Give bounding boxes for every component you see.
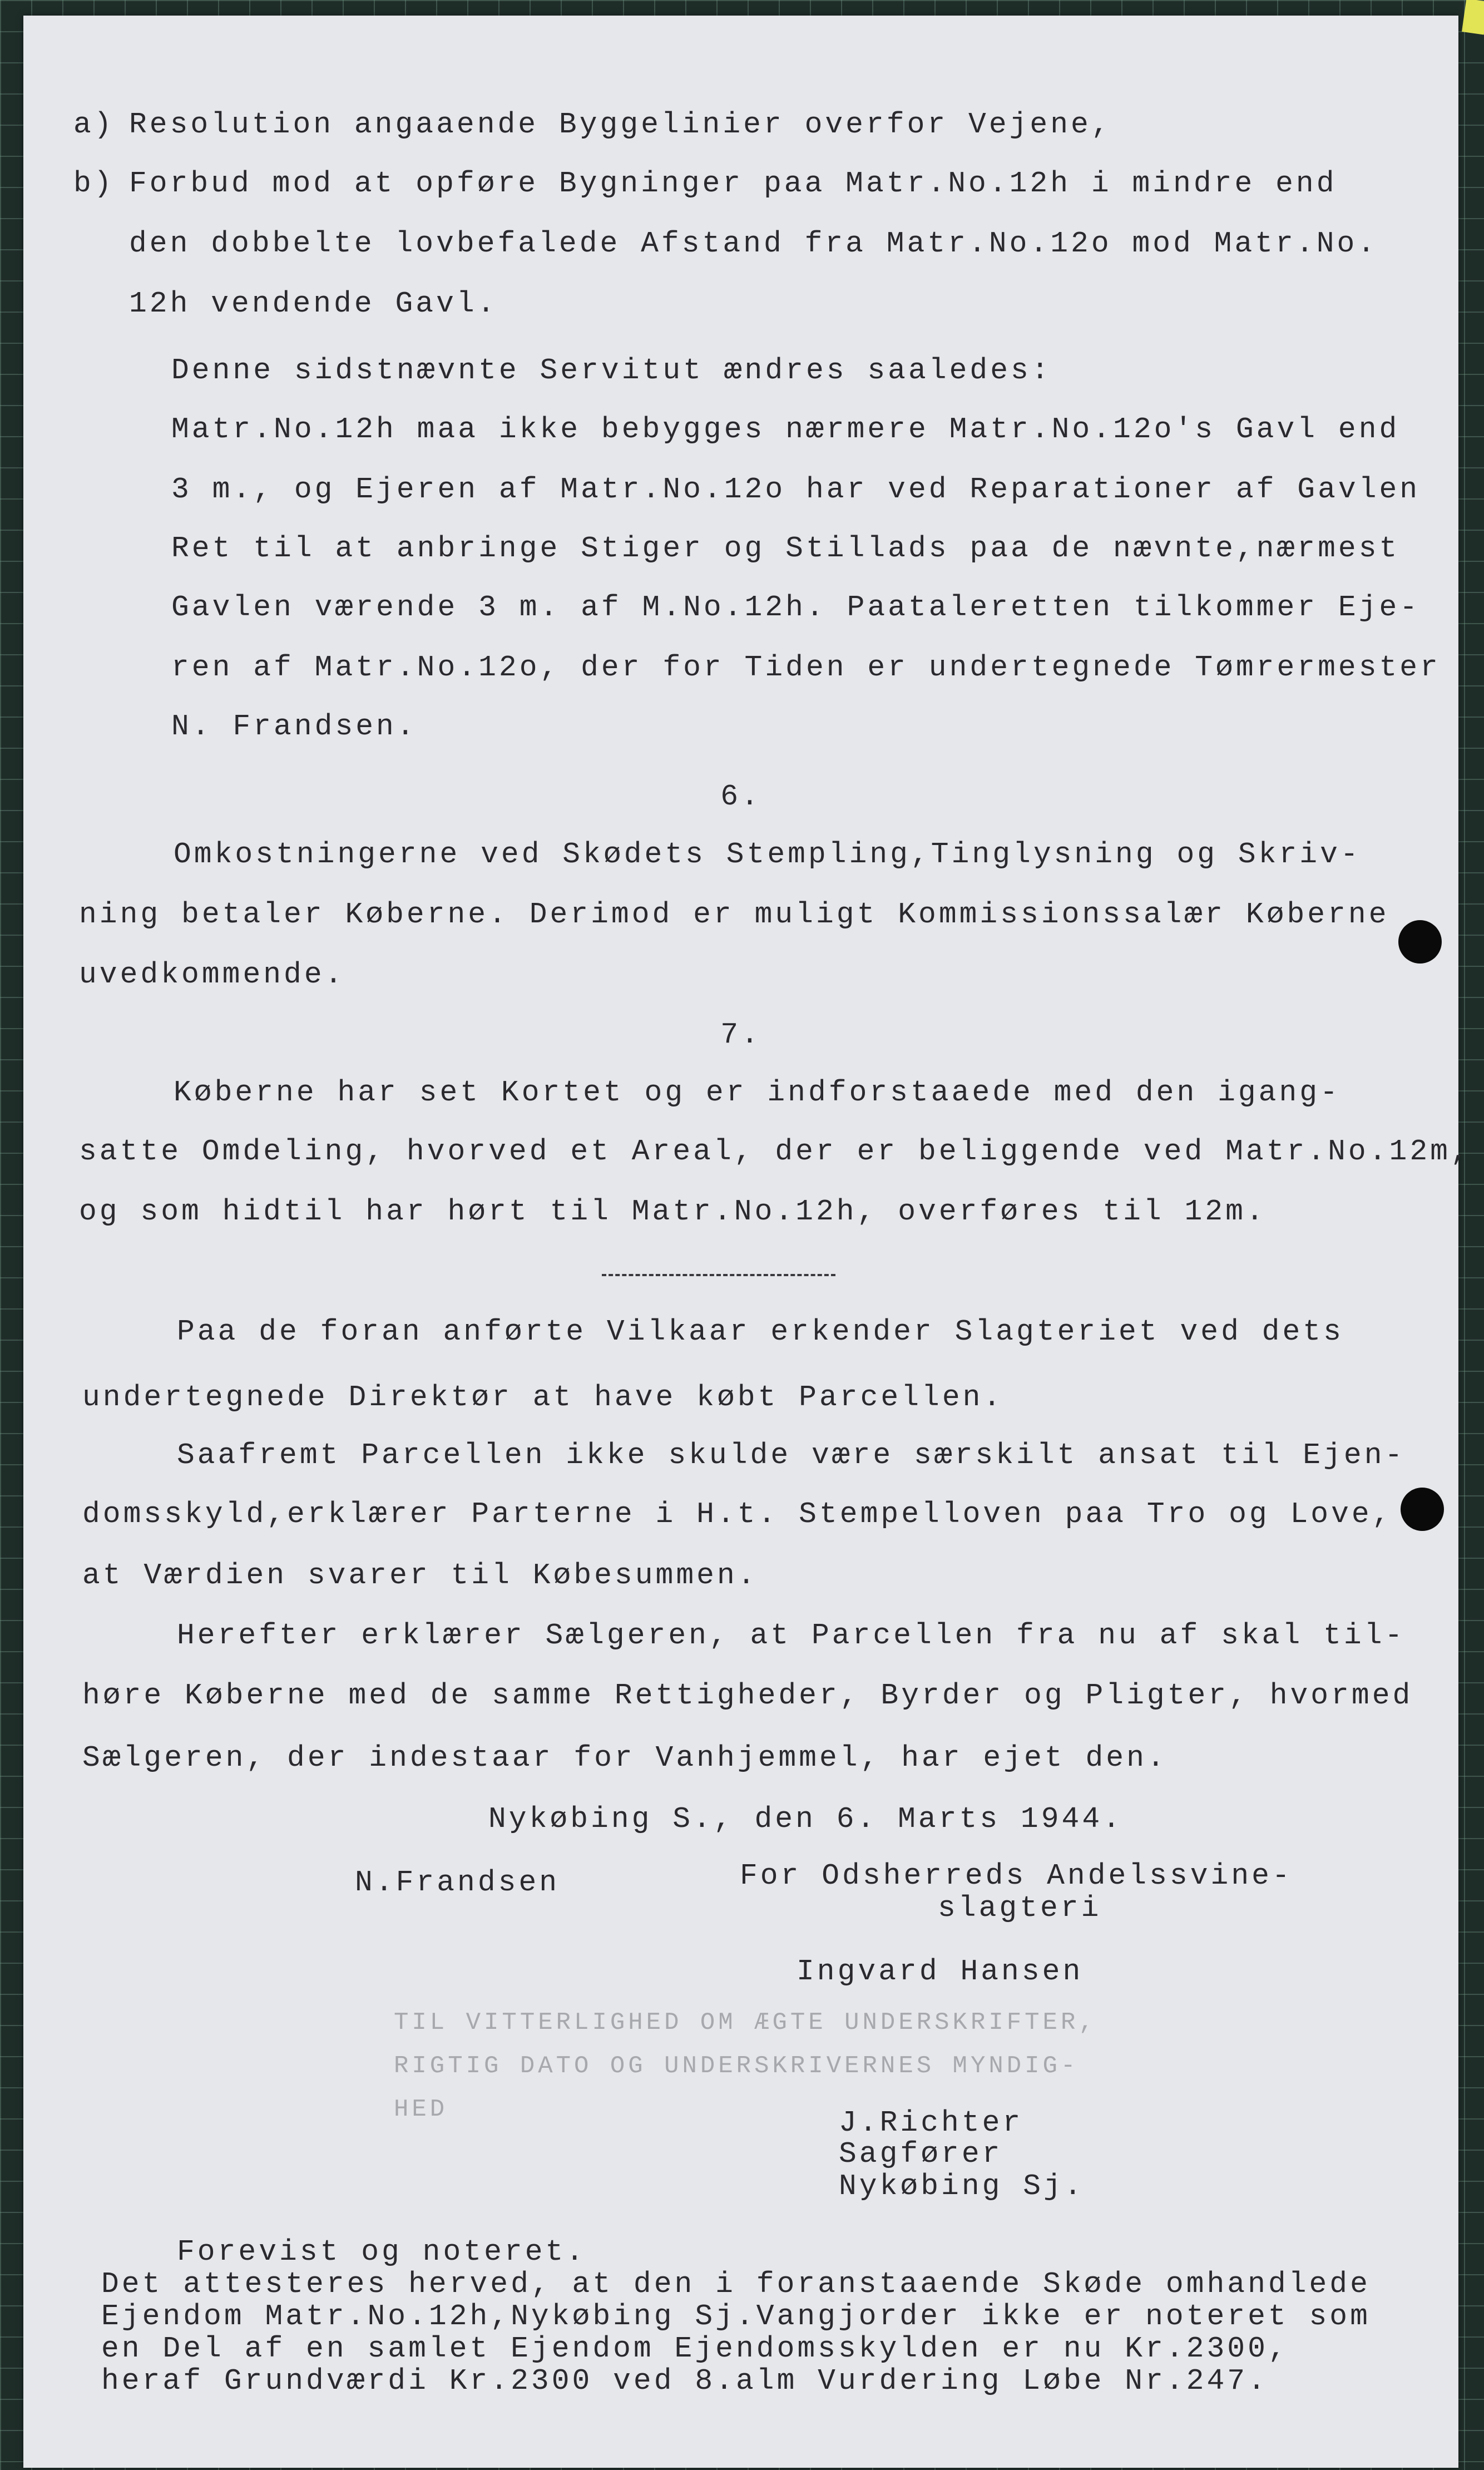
closing-line-8: Sælgeren, der indestaar for Vanhjemmel, har ejet den.: [82, 1741, 1168, 1775]
witness-stamp-line-2: RIGTIG DATO OG UNDERSKRIVERNES MYNDIG-: [394, 2052, 1079, 2080]
punch-hole-top: [1398, 920, 1442, 964]
witness-stamp-line-3: HED: [394, 2096, 448, 2123]
closing-line-4: domsskyld,erklærer Parterne i H.t. Stempelloven paa Tro og Love,: [82, 1498, 1393, 1531]
buyer-org-line-1: For Odsherreds Andelssvine-: [740, 1859, 1293, 1893]
servitut-line-3: 3 m., og Ejeren af Matr.No.12o har ved Reparationer af Gavlen: [171, 473, 1421, 506]
attester-title: Sagfører: [839, 2137, 1003, 2171]
note-line-2: Det attesteres herved, at den i foranstaaende Skøde omhandlede: [101, 2268, 1371, 2301]
punch-hole-bottom: [1401, 1488, 1444, 1531]
servitut-line-1: Denne sidstnævnte Servitut ændres saaledes:: [171, 354, 1052, 387]
item-a-text: Resolution angaaende Byggelinier overfor Vejene,: [129, 108, 1112, 141]
section-6-line-1: Omkostningerne ved Skødets Stempling,Tinglysning og Skriv-: [174, 838, 1361, 871]
item-b-line-1: Forbud mod at opføre Bygninger paa Matr.No.12h i mindre end: [129, 167, 1337, 200]
closing-line-5: at Værdien svarer til Købesummen.: [82, 1559, 758, 1592]
item-a-marker: a): [73, 108, 115, 141]
closing-line-3: Saafremt Parcellen ikke skulde være særskilt ansat til Ejen-: [177, 1439, 1406, 1472]
section-7-line-3: og som hidtil har hørt til Matr.No.12h, overføres til 12m.: [79, 1195, 1267, 1228]
note-line-4: en Del af en samlet Ejendom Ejendomsskylden er nu Kr.2300,: [101, 2332, 1289, 2365]
dashed-divider: [602, 1274, 835, 1276]
place-date: Nykøbing S., den 6. Marts 1944.: [488, 1802, 1123, 1836]
note-line-1: Forevist og noteret.: [177, 2235, 587, 2269]
attester-place: Nykøbing Sj.: [839, 2170, 1085, 2203]
note-line-3: Ejendom Matr.No.12h,Nykøbing Sj.Vangjorder ikke er noteret som: [101, 2300, 1371, 2333]
closing-line-1: Paa de foran anførte Vilkaar erkender Slagteriet ved dets: [177, 1315, 1344, 1348]
servitut-line-4: Ret til at anbringe Stiger og Stillads paa de nævnte,nærmest: [171, 532, 1400, 565]
closing-line-2: undertegnede Direktør at have købt Parcellen.: [82, 1381, 1004, 1414]
servitut-line-6: ren af Matr.No.12o, der for Tiden er undertegnede Tømrermester: [171, 651, 1441, 684]
section-6-number: 6.: [720, 780, 761, 813]
closing-line-7: høre Køberne med de samme Rettigheder, Byrder og Pligter, hvormed: [82, 1679, 1413, 1712]
item-b-marker: b): [73, 167, 115, 200]
buyer-org-line-2: slagteri: [938, 1891, 1102, 1925]
item-b-line-3: 12h vendende Gavl.: [129, 287, 498, 320]
document-page: [23, 16, 1471, 2468]
section-7-number: 7.: [720, 1018, 761, 1051]
servitut-line-5: Gavlen værende 3 m. af M.No.12h. Paataleretten tilkommer Eje-: [171, 591, 1421, 624]
note-line-5: heraf Grundværdi Kr.2300 ved 8.alm Vurdering Løbe Nr.247.: [101, 2364, 1268, 2398]
section-6-line-3: uvedkommende.: [79, 958, 345, 991]
servitut-line-7: N. Frandsen.: [171, 710, 417, 743]
seller-name: N.Frandsen: [355, 1866, 560, 1899]
servitut-line-2: Matr.No.12h maa ikke bebygges nærmere Matr.No.12o's Gavl end: [171, 413, 1400, 446]
section-6-line-2: ning betaler Køberne. Derimod er muligt Kommissionssalær Køberne: [79, 898, 1389, 931]
section-7-line-2: satte Omdeling, hvorved et Areal, der er beliggende ved Matr.No.12m,: [79, 1135, 1471, 1168]
attester-name: J.Richter: [839, 2106, 1023, 2140]
closing-line-6: Herefter erklærer Sælgeren, at Parcellen fra nu af skal til-: [177, 1619, 1406, 1652]
section-7-line-1: Køberne har set Kortet og er indforstaaede med den igang-: [174, 1076, 1340, 1109]
item-b-line-2: den dobbelte lovbefalede Afstand fra Matr.No.12o mod Matr.No.: [129, 227, 1378, 260]
buyer-signer: Ingvard Hansen: [797, 1955, 1084, 1988]
tape-strip: [1462, 0, 1484, 34]
witness-stamp-line-1: TIL VITTERLIGHED OM ÆGTE UNDERSKRIFTER,: [394, 2009, 1097, 2037]
